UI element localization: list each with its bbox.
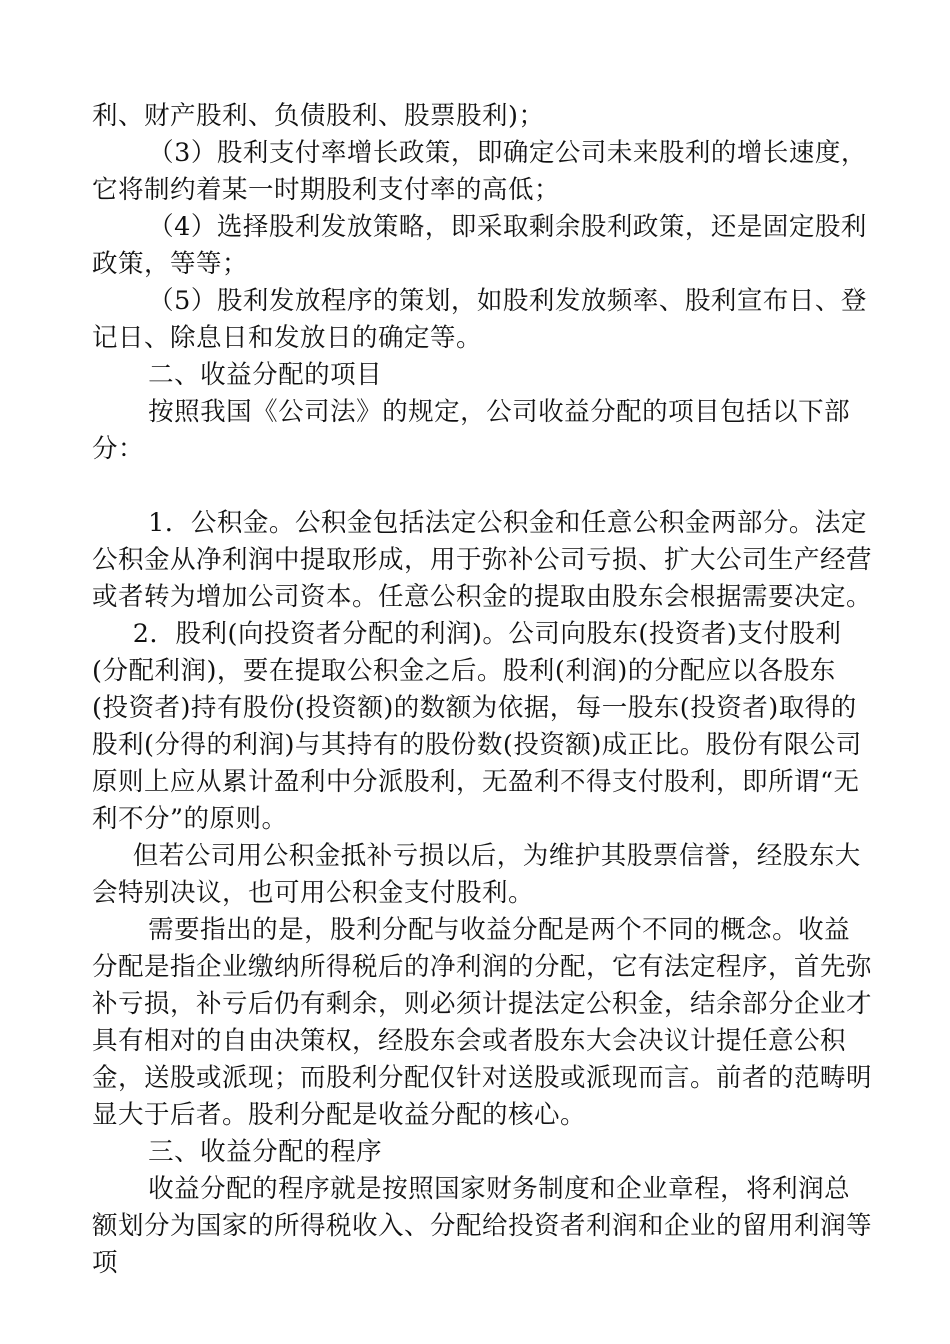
section-heading-distribution-procedure: 三、收益分配的程序	[148, 1137, 383, 1167]
paragraph-dividend-strategy: （4）选择股利发放策略，即采取剩余股利政策，还是固定股利政策，等等；	[92, 212, 867, 279]
paragraph-reserve-for-dividends: 但若公司用公积金抵补亏损以后，为维护其股票信誉，经股东大会特别决议，也可用公积金支付股利。	[92, 841, 861, 908]
paragraph-reserve-fund: 1．公积金。公积金包括法定公积金和任意公积金两部分。法定公积金从净利润中提取形成，用于弥补公司亏损、扩大公司生产经营或者转为增加公司资本。任意公积金的提取由股东会根据需要决定。	[92, 508, 873, 612]
paragraph-dividend-types-end: 利、财产股利、负债股利、股票股利)；	[92, 101, 545, 131]
section-heading-distribution-items: 二、收益分配的项目	[148, 360, 383, 390]
paragraph-dividend-vs-income: 需要指出的是，股利分配与收益分配是两个不同的概念。收益分配是指企业缴纳所得税后的净利润的分配，它有法定程序，首先弥补亏损，补亏后仍有剩余，则必须计提法定公积金，结余部分企业才具有相对的自由决策权，经股东会或者股东大会决议计提任意公积金，送股或派现；而股利分配仅针对送股或派现而言。前者的范畴明显大于后者。股利分配是收益分配的核心。	[92, 915, 873, 1130]
paragraph-payout-growth-policy: （3）股利支付率增长政策，即确定公司未来股利的增长速度，它将制约着某一时期股利支付率的高低；	[92, 138, 867, 205]
paragraph-dividends-to-investors: 2．股利(向投资者分配的利润)。公司向股东(投资者)支付股利(分配利润)，要在提取公积金之后。股利(利润)的分配应以各股东(投资者)持有股份(投资额)的数额为依据，每一股东(投资者)取得的股利(分得的利润)与其持有的股份数(投资额)成正比。股份有限公司原则上应从累计盈利中分派股利，无盈利不得支付股利，即所谓“无利不分”的原则。	[92, 619, 862, 834]
document-body	[92, 98, 872, 1282]
paragraph-procedure-definition: 收益分配的程序就是按照国家财务制度和企业章程，将利润总额划分为国家的所得税收入、分配给投资者利润和企业的留用利润等项	[92, 1174, 873, 1278]
blank-line	[92, 468, 872, 505]
paragraph-company-law-items: 按照我国《公司法》的规定，公司收益分配的项目包括以下部分：	[92, 397, 851, 464]
paragraph-dividend-procedure: （5）股利发放程序的策划，如股利发放频率、股利宣布日、登记日、除息日和发放日的确定等。	[92, 286, 867, 353]
